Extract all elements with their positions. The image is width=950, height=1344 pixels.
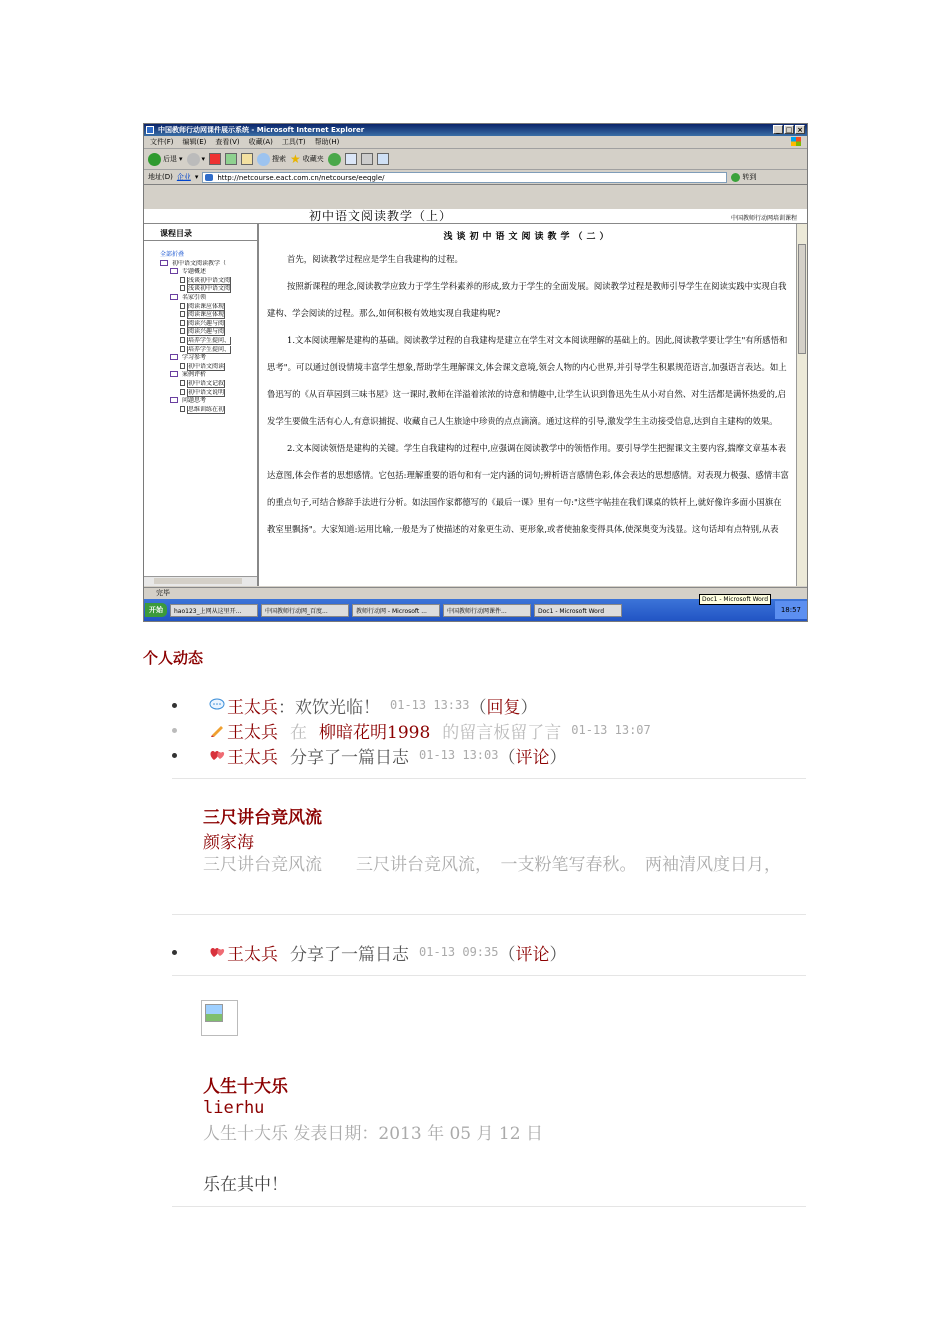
tree-item[interactable] — [160, 260, 257, 269]
article-title: 浅谈初中语文阅读教学（二） — [443, 232, 613, 242]
post-title[interactable]: 三尺讲台竞风流 — [203, 808, 322, 828]
tree-item[interactable] — [160, 346, 257, 355]
windows-flag-icon — [791, 137, 801, 146]
post-excerpt: 人生十大乐 发表日期：2013 年 05 月 12 日 — [203, 1124, 543, 1144]
bullet — [172, 753, 177, 758]
course-provider: 中国教师行动网培训课程 — [730, 215, 797, 222]
tree-item-label: 浅谈初中语文阅 — [188, 276, 231, 284]
post-body: 乐在其中！ — [203, 1175, 288, 1195]
tree-item-label: 培养学生提问、 — [188, 345, 231, 353]
user-name[interactable]: 王太兵 — [227, 722, 278, 743]
divider — [172, 778, 806, 779]
menu-tools[interactable]: 工具(T) — [281, 138, 306, 146]
user-name[interactable]: 王太兵 — [227, 747, 278, 768]
window-title: 中国教师行动网课件展示系统 - Microsoft Internet Explorer — [158, 126, 365, 134]
feed-item: 王太兵 分享了一篇日志 01-13 13:03 （ 评论 ） — [172, 743, 566, 767]
divider — [172, 914, 806, 915]
comment-link[interactable]: 评论 — [515, 747, 550, 768]
tree-item-label: 阅读课应体现 — [188, 302, 225, 310]
tree-item[interactable] — [160, 397, 257, 406]
book-icon — [170, 294, 178, 300]
course-title: 初中语文阅读教学（上） — [309, 209, 453, 223]
hearts-icon — [209, 945, 225, 959]
tree-item-label: 浅谈初中语文阅 — [188, 285, 231, 293]
page-icon — [180, 337, 185, 343]
tree-item[interactable] — [160, 363, 257, 372]
tree-item[interactable] — [160, 354, 257, 363]
post-author[interactable]: lierhu — [203, 1098, 265, 1118]
print-icon[interactable] — [361, 153, 373, 165]
menu-file[interactable]: 文件(F) — [150, 138, 174, 146]
book-icon — [170, 397, 178, 403]
timestamp: 01-13 13:03 — [419, 748, 499, 762]
tree-item[interactable] — [160, 285, 257, 294]
course-tree — [144, 241, 257, 414]
status-text: 完毕 — [156, 589, 170, 597]
tree-item[interactable] — [160, 380, 257, 389]
edit-icon[interactable] — [377, 153, 389, 165]
tree-item-label: 初中语文记叙 — [188, 379, 225, 387]
broken-image-icon — [201, 1000, 238, 1036]
taskbar-tooltip: Doc1 - Microsoft Word — [699, 594, 771, 605]
feed-item — [172, 718, 651, 742]
browser-screenshot — [143, 123, 808, 622]
menu-edit[interactable]: 编辑(E) — [182, 138, 207, 146]
address-label: 地址(D) — [148, 173, 173, 181]
stop-icon[interactable] — [209, 153, 221, 165]
maximize-icon[interactable]: □ — [785, 126, 793, 134]
back-arrow-icon — [148, 153, 161, 166]
feed-item: 王太兵 ：欢饮光临！ 01-13 13:33 （ 回复 ） — [172, 693, 537, 717]
tree-item-label: 阅读课应体现 — [188, 311, 225, 319]
favorites-button[interactable]: ★ 收藏夹 — [290, 152, 324, 166]
bullet — [172, 703, 177, 708]
taskbar-item[interactable]: 中国教师行动网_百度... — [261, 604, 349, 617]
window-controls — [773, 125, 805, 134]
forward-arrow-icon — [187, 153, 200, 166]
user-name[interactable]: 王太兵 — [227, 944, 278, 965]
course-header — [144, 209, 807, 224]
tree-item[interactable] — [160, 406, 257, 415]
book-icon — [170, 371, 178, 377]
sidebar-title: 课程目录 — [144, 224, 257, 241]
collapse-all-link[interactable]: 全部折叠 — [160, 251, 185, 258]
comment-link[interactable]: 评论 — [515, 944, 550, 965]
close-icon[interactable]: × — [795, 125, 805, 134]
taskbar-item[interactable]: hao123_上网从这里开... — [170, 604, 258, 617]
page-content — [144, 209, 807, 586]
address-prefix[interactable]: 企业 — [176, 173, 191, 181]
tree-item[interactable] — [160, 268, 257, 277]
timestamp: 01-13 13:33 — [390, 698, 470, 712]
tree-item[interactable] — [160, 328, 257, 337]
star-icon: ★ — [290, 152, 301, 166]
page-icon — [180, 328, 185, 334]
feed-text: 的留言板留了言 — [442, 722, 562, 743]
taskbar-item[interactable]: 教师行动网 - Microsoft ... — [352, 604, 440, 617]
book-icon — [160, 260, 168, 266]
address-bar: 地址(D) 企业 ▾ http://netcourse.eact.com.cn/netcourse/eeqgle/ 转到 — [144, 170, 807, 185]
user-name[interactable]: 王太兵 — [227, 697, 278, 718]
ie-logo-icon — [146, 126, 154, 134]
tree-item-label: 初中语文阅读教学（ — [172, 259, 227, 267]
tree-item[interactable] — [160, 320, 257, 329]
go-arrow-icon — [731, 173, 740, 182]
page-icon — [180, 406, 185, 412]
post-title[interactable]: 人生十大乐 — [203, 1077, 288, 1097]
menu-view[interactable]: 查看(V) — [215, 138, 240, 146]
page-icon — [180, 363, 185, 369]
forward-button[interactable]: ▾ — [187, 151, 206, 167]
timestamp: 01-13 09:35 — [419, 945, 499, 959]
refresh-icon[interactable] — [225, 153, 237, 165]
browser-toolbar — [144, 149, 807, 170]
article-pane — [261, 224, 795, 586]
taskbar-item[interactable]: 中国教师行动网课件... — [443, 604, 531, 617]
start-button[interactable]: 开始 — [145, 603, 167, 617]
timestamp: 01-13 13:07 — [571, 723, 651, 737]
divider — [172, 1206, 806, 1207]
tree-item-label: 名家引领 — [182, 293, 207, 301]
article-paragraph: 按照新课程的理念,阅读教学应致力于学生学科素养的形成,致力于学生的全面发展。阅读教学过程是教师引导学生在阅读实践中实现自我建构、学会阅读的过程。那么,如何积极有效地实现自我建构呢? — [267, 281, 787, 318]
section-title: 个人动态 — [143, 649, 204, 667]
tree-item-label: 思维训练在初 — [188, 405, 225, 413]
tree-item[interactable] — [160, 389, 257, 398]
page-icon — [180, 277, 185, 283]
article-paragraph: 2.文本阅读领悟是建构的关键。学生自我建构的过程中,应强调在阅读教学中的领悟作用。要引导学生把握课文主要内容,揣摩文章基本表达意图,体会作者的思想感情。它包括:理解重要的语句和有一定内涵的词句;辨析语言感情色彩,体会表达的思想感情。对表现力极强、感情丰富的重点句子,可结合修辞手法进行分析。如法国作家都德写的《最后一课》里有一句:"这些字帖挂在我们课桌的铁杆上,就好像许多面小国旗在教室里飘扬"。大家知道:运用比喻,一般是为了使描述的对象更生动、更形象,或者使抽象变得具体,使深奥变为浅显。这句话却有点特别,从表 — [267, 443, 789, 534]
article-paragraph: 1.文本阅读理解是建构的基础。阅读教学过程的自我建构是建立在学生对文本阅读理解的基础上的。因此,阅读教学要让学生"有所感悟和思考"。可以通过创设情境丰富学生想象,帮助学生理解课文,体会课文意境,领会人物的内心世界,并引导学生积累规范语言,加强语言表达。如上鲁迅写的《从百草园到三味书屋》这一课时,教师在洋溢着浓浓的诗意和情趣中,让学生认识到鲁迅先生从小对自然、对生活都是满怀热爱的,启发学生要做生活有心人,有意识捕捉、收藏自己人生旅途中珍贵的点点滴滴。通过这样的引导,激发学生主动接受信息,达到自主建构的效果。 — [267, 335, 788, 426]
page-icon — [180, 320, 185, 326]
tree-item-label: 初中语文说明 — [188, 388, 225, 396]
speech-bubble-icon — [209, 698, 225, 712]
pencil-icon — [209, 723, 225, 737]
post-author[interactable]: 颜家海 — [203, 833, 254, 853]
tree-item[interactable] — [160, 337, 257, 346]
page-icon — [180, 346, 185, 352]
feed-item: 王太兵 分享了一篇日志 01-13 09:35 （ 评论 ） — [172, 940, 566, 964]
search-icon — [257, 153, 270, 166]
feed-text: 分享了一篇日志 — [290, 747, 409, 768]
tray-clock: 18:57 — [780, 606, 801, 614]
feed-text: ：欢饮光临！ — [278, 697, 380, 718]
page-icon — [180, 389, 185, 395]
page-icon — [180, 303, 185, 309]
minimize-icon[interactable]: _ — [773, 125, 783, 134]
tree-item[interactable] — [160, 371, 257, 380]
page-icon — [180, 380, 185, 386]
back-button[interactable]: 后退 ▾ — [148, 151, 183, 167]
home-icon[interactable] — [241, 153, 253, 165]
menu-favorites[interactable]: 收藏(A) — [248, 138, 273, 146]
window-titlebar — [144, 124, 807, 136]
article-scrollbar[interactable] — [796, 224, 807, 586]
go-button[interactable]: 转到 — [731, 172, 756, 182]
page-icon — [180, 311, 185, 317]
tree-item-label: 初中语文阅读 — [188, 362, 225, 370]
tree-item[interactable] — [160, 277, 257, 286]
address-input[interactable]: http://netcourse.eact.com.cn/netcourse/eeqgle/ — [202, 172, 727, 183]
post-excerpt: 三尺讲台竞风流 三尺讲台竞风流， 一支粉笔写春秋。 两袖清风度日月， — [203, 855, 781, 875]
book-icon — [170, 268, 178, 274]
tree-item-label: 培养学生提问、 — [188, 336, 231, 344]
divider — [172, 975, 806, 976]
search-button[interactable]: 搜索 — [257, 151, 286, 167]
tree-item[interactable] — [160, 294, 257, 303]
bullet — [172, 950, 177, 955]
hearts-icon — [209, 748, 225, 762]
tree-item-label: 阅读兴趣与阅 — [188, 319, 225, 327]
taskbar-item[interactable]: Doc1 - Microsoft Word — [534, 604, 622, 617]
mail-icon[interactable] — [345, 153, 357, 165]
tree-item[interactable] — [160, 303, 257, 312]
tree-item-label: 案例评析 — [182, 371, 207, 379]
reply-link[interactable]: 回复 — [486, 697, 521, 718]
media-icon[interactable] — [328, 153, 341, 166]
tree-item-label: 专题概述 — [182, 268, 207, 276]
feed-text: 在 — [290, 722, 307, 743]
feed-text: 分享了一篇日志 — [290, 944, 409, 965]
tree-item-label: 学习参考 — [182, 354, 207, 362]
menubar — [144, 136, 807, 149]
tree-item-label: 问题思考 — [182, 397, 207, 405]
bullet — [172, 728, 177, 733]
tree-item-label: 阅读兴趣与阅 — [188, 328, 225, 336]
page-icon — [180, 285, 185, 291]
sidebar-scrollbar[interactable] — [144, 576, 257, 586]
article-paragraph: 首先，阅读教学过程应是学生自我建构的过程。 — [287, 254, 463, 264]
course-sidebar — [144, 224, 259, 586]
menu-help[interactable]: 帮助(H) — [314, 138, 340, 146]
book-icon — [170, 354, 178, 360]
system-tray — [775, 601, 807, 619]
target-user-link[interactable]: 柳暗花明1998 — [319, 722, 431, 743]
tree-item[interactable] — [160, 311, 257, 320]
